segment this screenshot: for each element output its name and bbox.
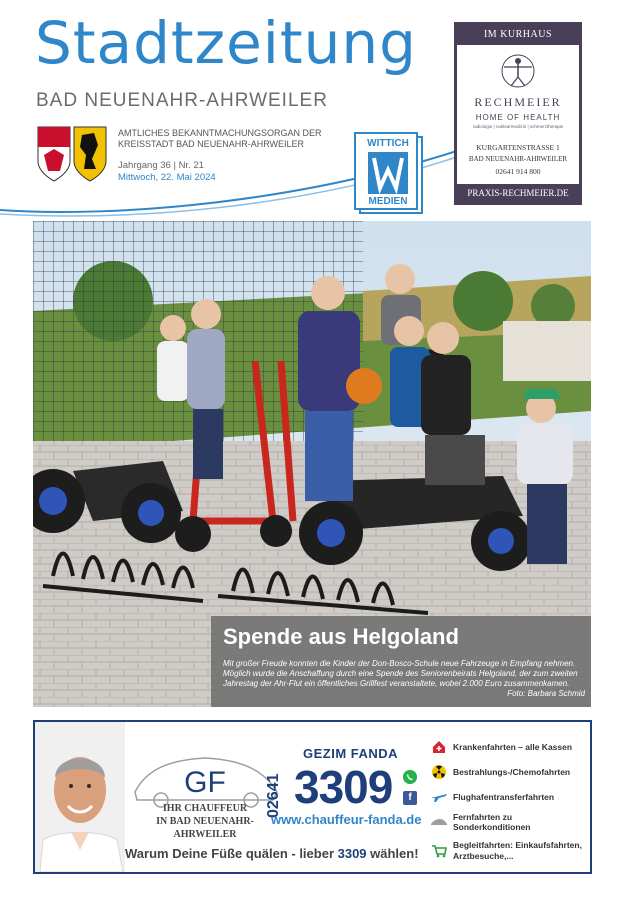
ad-rechmeier-name: RECHMEIER (474, 95, 562, 109)
issue-date: Mittwoch, 22. Mai 2024 (118, 172, 216, 183)
facebook-icon[interactable]: f (403, 791, 417, 805)
photo-credit: Foto: Barbara Schmid (507, 689, 585, 698)
radiation-icon (429, 765, 449, 779)
ad-rechmeier-header: IM KURHAUS (457, 25, 579, 45)
chauffeur-name: GEZIM FANDA (303, 746, 399, 761)
airplane-icon (429, 790, 449, 804)
cover-caption-text: Mit großer Freude konnten die Kinder der Don-Bosco-Schule neue Fahrzeuge in Empfang nehmen. Möglich wurde die Anschaffung durch eine Spende des Seniorenbeirats Helgoland, der zum zweiten Jahrestag der Ahr-Flut ein öffentliches Grillfest veranstaltete, wobei 2.000 Euro zusammenkamen. (223, 659, 578, 688)
ad-rechmeier[interactable] (454, 22, 582, 205)
ad-rechmeier-url[interactable]: PRAXIS-RECHMEIER.DE (457, 184, 579, 202)
ad-rechmeier-street: KURGARTENSTRASSE 1 (476, 143, 560, 152)
gf-logo-text: GF (184, 766, 226, 799)
newspaper-title: Stadtzeitung (35, 9, 417, 77)
wittich-medien-logo: WITTICH MEDIEN (354, 132, 424, 212)
ad-chauffeur-fanda[interactable] (33, 720, 592, 874)
whatsapp-icon[interactable] (403, 770, 417, 784)
service-item: Begleitfahrten: Einkaufsfahrten, Arztbesuche,... (429, 834, 589, 868)
chauffeur-website[interactable]: www.chauffeur-fanda.de (271, 812, 422, 827)
newspaper-subtitle: BAD NEUENAHR-AHRWEILER (36, 90, 328, 111)
vitruvian-man-icon (500, 53, 536, 89)
chauffeur-portrait (35, 722, 125, 872)
wittich-w-icon (368, 152, 408, 194)
house-cross-icon (429, 740, 449, 754)
car-icon (429, 815, 449, 829)
ad-rechmeier-phone: 02641 914 800 (495, 167, 541, 176)
area-code: 02641 (265, 773, 282, 818)
issue-number: Jahrgang 36 | Nr. 21 (118, 160, 204, 171)
service-list (429, 734, 589, 868)
phone-number[interactable]: 3309 (294, 761, 393, 813)
service-item: Bestrahlungs-/Chemofahrten (429, 759, 589, 784)
chauffeur-slogan: Warum Deine Füße quälen - lieber 3309 wählen! (125, 846, 419, 861)
city-coat-of-arms (36, 125, 108, 183)
ad-rechmeier-tagline: HOME OF HEALTH (475, 113, 561, 122)
ad-rechmeier-city: BAD NEUENAHR-AHRWEILER (468, 155, 568, 163)
service-item: Fernfahrten zu Sonderkonditionen (429, 809, 589, 834)
service-item: Krankenfahrten – alle Kassen (429, 734, 589, 759)
service-item: Flughafentransferfahrten (429, 784, 589, 809)
shopping-cart-icon (429, 844, 449, 858)
ad-rechmeier-specialties: radiologie | nuklearmedizin | schmerztherapie (472, 124, 564, 129)
cover-headline: Spende aus Helgoland (223, 624, 459, 649)
official-organ-label: AMTLICHES BEKANNTMACHUNGSORGAN DER KREISSTADT BAD NEUENAHR-AHRWEILER (118, 128, 322, 149)
cover-caption (223, 659, 585, 699)
chauffeur-tagline: IHR CHAUFFEUR IN BAD NEUENAHR-AHRWEILER (156, 803, 254, 840)
